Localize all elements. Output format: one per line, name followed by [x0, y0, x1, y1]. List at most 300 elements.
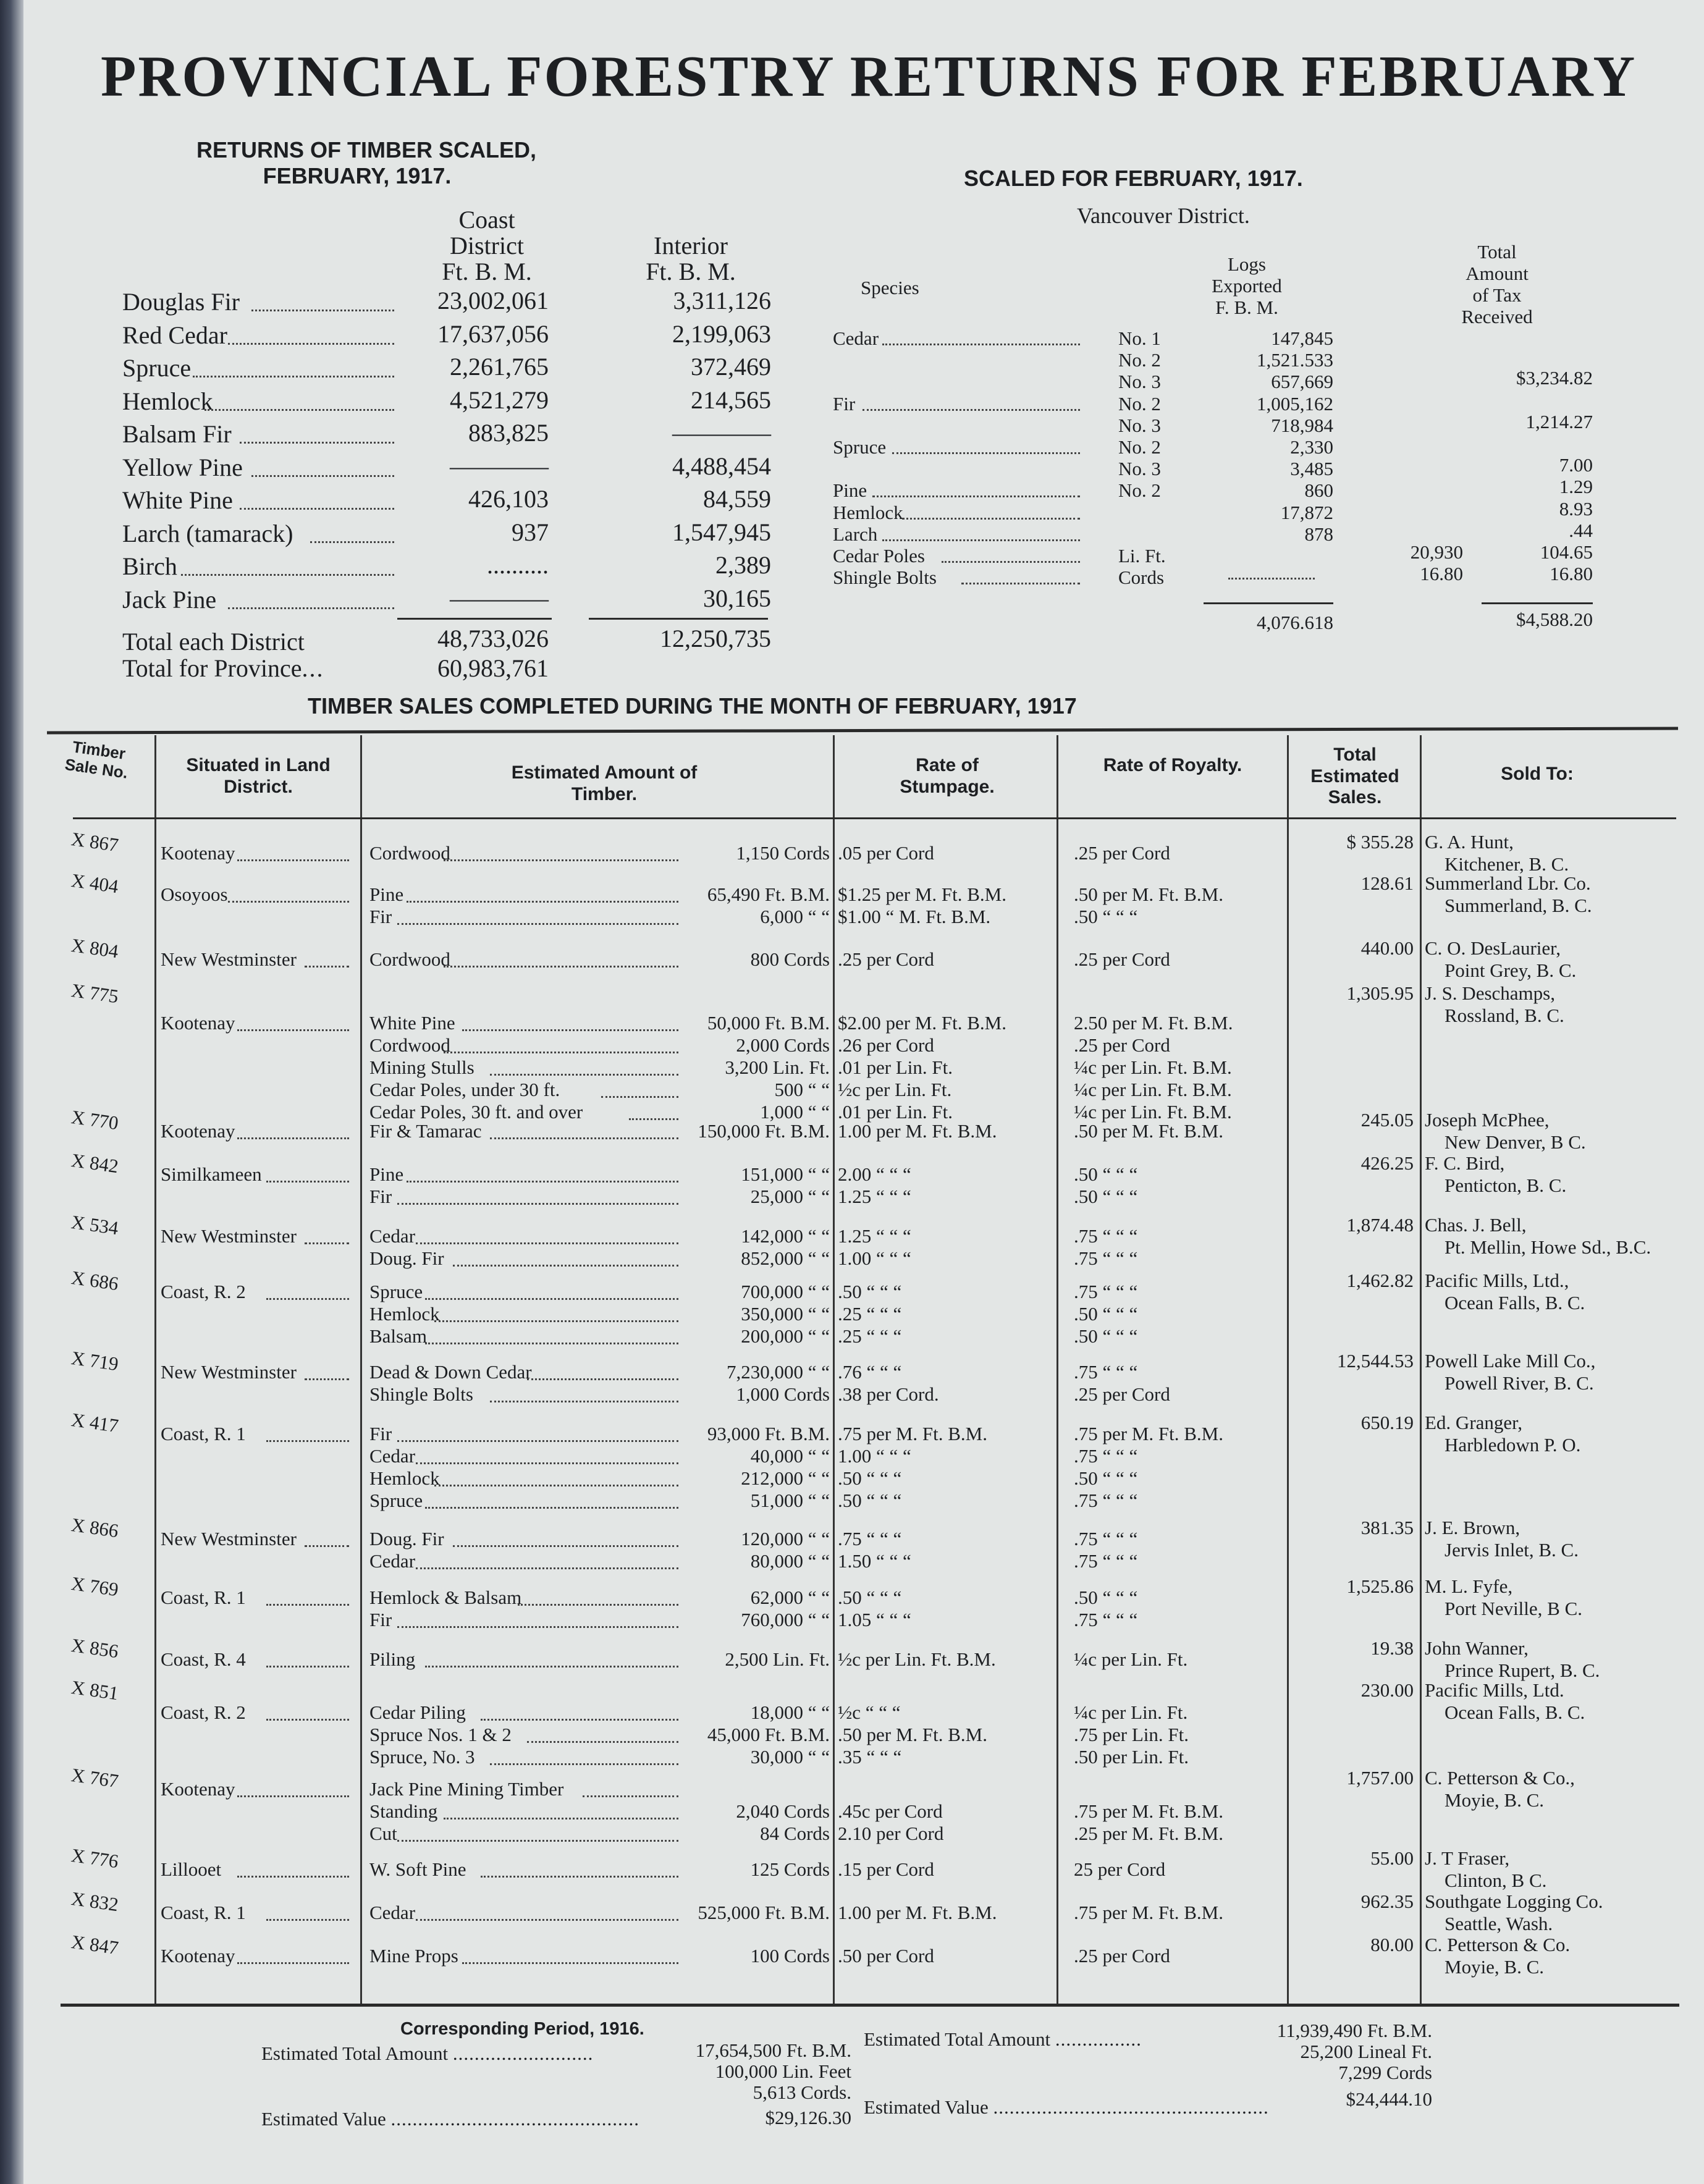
sale-district: Kootenay — [161, 842, 235, 864]
sale-buyer-address: Jervis Inlet, B. C. — [1445, 1539, 1579, 1561]
header-sale-no: Timber Sale No. — [64, 737, 129, 782]
sale-item: Doug. Fir — [369, 1247, 444, 1269]
sale-district: Kootenay — [161, 1778, 235, 1800]
sale-royalty: .75 “ “ “ — [1074, 1225, 1138, 1247]
right-value-text: Estimated Value — [864, 2096, 989, 2118]
sale-district: New Westminster — [161, 1225, 297, 1247]
district-leader — [237, 1029, 349, 1031]
sale-total: 1,305.95 — [1346, 982, 1414, 1004]
sale-buyer: C. Petterson & Co. — [1425, 1934, 1571, 1955]
sale-amount: 30,000 “ “ — [750, 1746, 830, 1768]
sale-buyer-address: Rossland, B. C. — [1445, 1005, 1564, 1026]
sale-royalty: .50 “ “ “ — [1074, 906, 1138, 927]
sale-amount: 2,000 Cords — [736, 1034, 830, 1056]
sale-district: Coast, R. 1 — [161, 1587, 246, 1608]
sale-number: X 842 — [70, 1149, 120, 1178]
sale-buyer: Joseph McPhee, — [1425, 1109, 1550, 1131]
book-spine — [0, 0, 23, 2184]
sale-item: Cedar Poles, 30 ft. and over — [369, 1101, 583, 1123]
header-stumpage: Rate of Stumpage. — [900, 755, 995, 797]
returns-leader — [228, 343, 394, 345]
sale-item: Hemlock & Balsam — [369, 1587, 522, 1608]
sale-amount: 151,000 “ “ — [741, 1163, 830, 1185]
scaled-species: Pine — [833, 479, 867, 502]
column-divider — [1057, 735, 1058, 2005]
scaled-total-logs: 4,076.618 — [1257, 612, 1333, 633]
sale-buyer-address: Clinton, B C. — [1445, 1870, 1547, 1891]
district-leader — [228, 901, 350, 903]
scaled-logs: 1,521.533 — [1257, 349, 1333, 371]
right-amounts — [1173, 2020, 1432, 2083]
sale-number: X 769 — [70, 1572, 120, 1601]
sale-buyer: Southgate Logging Co. — [1425, 1891, 1603, 1912]
returns-leader — [251, 310, 394, 311]
sale-amount: 700,000 “ “ — [741, 1281, 830, 1302]
sale-number: X 804 — [70, 934, 120, 963]
left-amount-text: Estimated Total Amount — [261, 2043, 449, 2064]
returns-leader — [310, 541, 394, 543]
sale-total: 80.00 — [1370, 1934, 1414, 1955]
coast-column-header — [394, 207, 580, 285]
scaled-species: Shingle Bolts — [833, 567, 937, 589]
sale-royalty: .50 “ “ “ — [1074, 1587, 1138, 1608]
sale-item: Hemlock — [369, 1467, 440, 1489]
corresponding-period: Corresponding Period, 1916. — [400, 2019, 644, 2039]
returns-species: Spruce — [122, 354, 192, 382]
species-header: Species — [861, 277, 919, 298]
sale-buyer-address: Pt. Mellin, Howe Sd., B.C. — [1445, 1236, 1651, 1258]
returns-heading-2: FEBRUARY, 1917. — [263, 163, 452, 188]
sale-royalty: .50 “ “ “ — [1074, 1325, 1138, 1347]
sale-district: Osoyoos — [161, 883, 228, 905]
item-leader — [397, 1626, 678, 1628]
sale-stumpage: ½c “ “ “ — [838, 1701, 901, 1723]
returns-species: Birch — [122, 552, 177, 580]
returns-species: White Pine — [122, 486, 233, 514]
scaled-logs: 17,872 — [1280, 501, 1333, 523]
sale-stumpage: 1.50 “ “ “ — [838, 1550, 911, 1572]
scaled-logs: 147,845 — [1271, 327, 1333, 349]
sale-item: Cedar — [369, 1445, 416, 1467]
sale-district: Kootenay — [161, 1120, 235, 1142]
sale-stumpage: .25 “ “ “ — [838, 1325, 902, 1347]
scaled-grade: No. 1 — [1118, 327, 1161, 349]
page-title: PROVINCIAL FORESTRY RETURNS FOR FEBRUARY — [101, 44, 1637, 109]
scaled-leader — [872, 495, 1080, 497]
scaled-tax: 16.80 — [1550, 563, 1593, 585]
sale-buyer-address: Prince Rupert, B. C. — [1445, 1659, 1600, 1681]
scaled-tax: 104.65 — [1540, 541, 1593, 563]
scaled-species: Cedar Poles — [833, 545, 925, 567]
scaled-tax: $3,234.82 — [1516, 367, 1593, 389]
tax-header — [1435, 241, 1559, 327]
sale-royalty: .75 “ “ “ — [1074, 1609, 1138, 1630]
scaled-leader — [1228, 578, 1315, 580]
sale-stumpage: ½c per Lin. Ft. — [838, 1079, 952, 1100]
sales-bottom-rule — [61, 2004, 1679, 2007]
sale-item: Spruce — [369, 1281, 423, 1302]
total-district-label: Total each District — [122, 628, 305, 656]
scaled-species: Fir — [833, 392, 856, 415]
sale-buyer-address: Kitchener, B. C. — [1445, 853, 1569, 875]
district-leader — [237, 1137, 349, 1139]
returns-coast-value: 2,261,765 — [450, 353, 549, 381]
scaled-extra: 20,930 — [1410, 541, 1463, 563]
sale-district: New Westminster — [161, 1361, 297, 1383]
returns-coast-value: 883,825 — [468, 419, 549, 447]
item-leader — [416, 1919, 678, 1921]
sale-total: 12,544.53 — [1337, 1350, 1414, 1372]
header-sold-to: Sold To: — [1501, 764, 1574, 784]
scaled-extra: 16.80 — [1420, 563, 1463, 585]
item-leader — [416, 1242, 678, 1244]
sale-district: Coast, R. 2 — [161, 1701, 246, 1723]
sale-number: X 534 — [70, 1211, 120, 1239]
scaled-leader — [961, 583, 1080, 584]
sale-item: W. Soft Pine — [369, 1858, 466, 1880]
sale-royalty: .25 per Cord — [1074, 1383, 1170, 1405]
sale-total: 440.00 — [1360, 937, 1414, 959]
scaled-grade: No. 3 — [1118, 458, 1161, 480]
sale-stumpage: 1.05 “ “ “ — [838, 1609, 911, 1630]
sale-buyer-address: Ocean Falls, B. C. — [1445, 1292, 1585, 1313]
sale-total: 19.38 — [1370, 1637, 1414, 1659]
item-leader — [407, 1181, 678, 1183]
coast-header-line: District — [450, 232, 524, 259]
sale-stumpage: 2.00 “ “ “ — [838, 1163, 911, 1185]
sale-stumpage: .50 “ “ “ — [838, 1587, 902, 1608]
sale-amount: 6,000 “ “ — [760, 906, 830, 927]
sale-item: Pine — [369, 883, 404, 905]
left-amount-line: 5,613 Cords. — [753, 2081, 851, 2103]
item-leader — [425, 1343, 678, 1344]
right-amount-line: 11,939,490 Ft. B.M. — [1276, 2020, 1432, 2041]
interior-header-line: Ft. B. M. — [646, 258, 736, 285]
returns-species: Larch (tamarack) — [122, 519, 293, 547]
sale-royalty: .50 “ “ “ — [1074, 1163, 1138, 1185]
sale-royalty: .75 “ “ “ — [1074, 1361, 1138, 1383]
right-amount-text: Estimated Total Amount — [864, 2028, 1051, 2050]
sale-item: Standing — [369, 1800, 438, 1822]
scaled-species: Spruce — [833, 436, 887, 458]
sale-amount: 2,500 Lin. Ft. — [725, 1648, 830, 1670]
right-value-label: Estimated Value ................................................... — [864, 2096, 1269, 2118]
item-leader — [425, 1507, 678, 1509]
scaled-logs: 1,005,162 — [1257, 392, 1333, 415]
returns-species: Balsam Fir — [122, 420, 232, 448]
logs-header-line: Exported — [1212, 275, 1282, 297]
scaled-grade: Li. Ft. — [1118, 545, 1166, 567]
scaled-species: Larch — [833, 523, 878, 545]
sale-district: Similkameen — [161, 1163, 262, 1185]
total-rule-interior — [589, 618, 768, 620]
sale-royalty: .75 “ “ “ — [1074, 1490, 1138, 1511]
scaled-species: Hemlock — [833, 501, 903, 523]
sale-stumpage: .76 “ “ “ — [838, 1361, 902, 1383]
district-leader — [266, 1919, 350, 1921]
sale-item: Fir & Tamarac — [369, 1120, 482, 1142]
scaled-logs: 2,330 — [1290, 436, 1333, 458]
sales-heading: TIMBER SALES COMPLETED DURING THE MONTH OF FEBRUARY, 1917 — [308, 693, 1077, 719]
sale-number: X 856 — [70, 1634, 120, 1663]
total-province-value: 60,983,761 — [437, 654, 549, 682]
sale-royalty: .75 per Lin. Ft. — [1074, 1724, 1189, 1745]
returns-leader — [205, 409, 394, 411]
returns-interior-value: 30,165 — [703, 584, 771, 612]
sale-stumpage: .50 “ “ “ — [838, 1281, 902, 1302]
scaled-leader — [942, 561, 1080, 563]
scaled-grade: No. 3 — [1118, 414, 1161, 436]
scaled-leader — [863, 409, 1080, 411]
scaled-total-rule-tax — [1482, 602, 1593, 604]
scaled-leader — [882, 344, 1080, 345]
returns-coast-value: 937 — [512, 518, 549, 546]
sale-district: Kootenay — [161, 1012, 235, 1034]
sale-buyer: Pacific Mills, Ltd., — [1425, 1270, 1569, 1291]
sale-total: 128.61 — [1360, 872, 1414, 894]
sale-royalty: ¼c per Lin. Ft. B.M. — [1074, 1101, 1232, 1123]
scaled-tax: .44 — [1569, 519, 1593, 541]
sale-total: 230.00 — [1360, 1679, 1414, 1701]
sale-number: X 767 — [70, 1764, 120, 1792]
sale-total: 381.35 — [1360, 1517, 1414, 1538]
sale-amount: 800 Cords — [750, 948, 830, 970]
sale-amount: 125 Cords — [750, 1858, 830, 1880]
sale-item: Fir — [369, 1423, 392, 1444]
sale-item: Dead & Down Cedar — [369, 1361, 532, 1383]
sale-number: X 770 — [70, 1106, 120, 1134]
total-district-coast: 48,733,026 — [437, 625, 549, 652]
scaled-tax: 1,214.27 — [1525, 410, 1593, 432]
returns-interior-value: 4,488,454 — [672, 452, 771, 480]
district-leader — [266, 1604, 350, 1606]
sale-number: X 404 — [70, 869, 120, 898]
tax-header-line: Received — [1461, 306, 1533, 327]
sale-stumpage: .25 per Cord — [838, 948, 934, 970]
sale-number: X 417 — [70, 1409, 120, 1437]
sale-amount: 350,000 “ “ — [741, 1303, 830, 1325]
sale-amount: 2,040 Cords — [736, 1800, 830, 1822]
sale-stumpage: .05 per Cord — [838, 842, 934, 864]
sale-number: X 867 — [70, 828, 120, 856]
item-leader — [397, 1840, 678, 1842]
right-amount-line: 25,200 Lineal Ft. — [1300, 2041, 1432, 2062]
sale-amount: 65,490 Ft. B.M. — [707, 883, 830, 905]
column-divider — [154, 735, 156, 2005]
sale-stumpage: .50 per M. Ft. B.M. — [838, 1724, 987, 1745]
interior-column-header — [604, 233, 777, 285]
returns-interior-value: 1,547,945 — [672, 518, 771, 546]
interior-header-line: Interior — [654, 232, 728, 259]
returns-coast-value: ———— — [450, 452, 549, 480]
sale-item: Balsam — [369, 1325, 427, 1347]
sale-royalty: .50 per M. Ft. B.M. — [1074, 883, 1223, 905]
sale-total: 650.19 — [1360, 1412, 1414, 1433]
logs-header-line: F. B. M. — [1215, 297, 1278, 318]
sale-item: Cordwood — [369, 842, 450, 864]
scaled-heading: SCALED FOR FEBRUARY, 1917. — [964, 166, 1303, 191]
returns-coast-value: .......... — [487, 551, 549, 579]
sale-buyer-address: Moyie, B. C. — [1445, 1956, 1545, 1978]
sale-buyer-address: Moyie, B. C. — [1445, 1789, 1545, 1811]
sale-district: New Westminster — [161, 1528, 297, 1549]
column-divider — [1287, 735, 1289, 2005]
sale-total: 1,525.86 — [1346, 1575, 1414, 1597]
item-leader — [416, 1567, 678, 1569]
sale-stumpage: 1.00 per M. Ft. B.M. — [838, 1120, 997, 1142]
sale-number: X 847 — [70, 1931, 120, 1959]
sale-buyer: Chas. J. Bell, — [1425, 1214, 1527, 1236]
sale-total: 1,874.48 — [1346, 1214, 1414, 1236]
sale-district: Kootenay — [161, 1945, 235, 1967]
sale-buyer: J. E. Brown, — [1425, 1517, 1521, 1538]
sale-stumpage: .75 “ “ “ — [838, 1528, 902, 1549]
left-amount-line: 17,654,500 Ft. B.M. — [695, 2039, 851, 2061]
sale-stumpage: .38 per Cord. — [838, 1383, 939, 1405]
returns-coast-value: ———— — [450, 584, 549, 612]
sale-stumpage: .50 “ “ “ — [838, 1490, 902, 1511]
district-leader — [237, 1876, 349, 1878]
scaled-leader — [882, 539, 1080, 541]
scaled-logs: 657,669 — [1271, 371, 1333, 393]
sale-royalty: .25 per Cord — [1074, 1034, 1170, 1056]
sale-royalty: .50 “ “ “ — [1074, 1186, 1138, 1207]
sale-item: Mine Props — [369, 1945, 458, 1967]
sale-item: Piling — [369, 1648, 416, 1670]
header-total: Total Estimated Sales. — [1310, 744, 1399, 807]
sale-buyer-address: New Denver, B C. — [1445, 1131, 1586, 1153]
sale-buyer: C. Petterson & Co., — [1425, 1767, 1575, 1789]
returns-species: Jack Pine — [122, 585, 217, 613]
sale-buyer: J. T Fraser, — [1425, 1847, 1510, 1869]
tax-header-line: Amount — [1466, 263, 1529, 284]
sale-buyer: Pacific Mills, Ltd. — [1425, 1679, 1564, 1701]
right-amount-line: 7,299 Cords — [1338, 2062, 1432, 2083]
sale-royalty: .25 per Cord — [1074, 842, 1170, 864]
sale-item: Fir — [369, 1609, 392, 1630]
sale-item: Fir — [369, 1186, 392, 1207]
sales-top-rule — [47, 727, 1678, 735]
sale-stumpage: .15 per Cord — [838, 1858, 934, 1880]
sale-number: X 775 — [70, 979, 120, 1008]
returns-interior-value: 3,311,126 — [673, 287, 771, 314]
scaled-grade: No. 2 — [1118, 392, 1161, 415]
sale-stumpage: ½c per Lin. Ft. B.M. — [838, 1648, 996, 1670]
left-value-text: Estimated Value — [261, 2108, 386, 2130]
sale-stumpage: .01 per Lin. Ft. — [838, 1056, 953, 1078]
district-leader — [237, 1795, 349, 1797]
logs-header — [1185, 253, 1309, 318]
district-leader — [266, 1666, 350, 1668]
scaled-logs: 718,984 — [1271, 414, 1333, 436]
item-leader — [425, 1666, 678, 1668]
sale-buyer: C. O. DesLaurier, — [1425, 937, 1561, 959]
district-leader — [237, 1962, 349, 1964]
sale-royalty: 25 per Cord — [1074, 1858, 1166, 1880]
sale-stumpage: $1.25 per M. Ft. B.M. — [838, 883, 1006, 905]
sale-royalty: .25 per Cord — [1074, 948, 1170, 970]
sale-total: 1,462.82 — [1346, 1270, 1414, 1291]
sale-amount: 45,000 Ft. B.M. — [707, 1724, 830, 1745]
sale-stumpage: .25 “ “ “ — [838, 1303, 902, 1325]
sale-total: 962.35 — [1360, 1891, 1414, 1912]
sale-buyer-address: Seattle, Wash. — [1445, 1913, 1553, 1934]
district-leader — [305, 1378, 350, 1380]
sale-royalty: .75 “ “ “ — [1074, 1445, 1138, 1467]
district-leader — [266, 1298, 350, 1300]
returns-species: Red Cedar — [122, 321, 227, 349]
sale-amount: 852,000 “ “ — [741, 1247, 830, 1269]
sale-item: Hemlock — [369, 1303, 440, 1325]
sale-item: Cedar Piling — [369, 1701, 466, 1723]
district-leader — [305, 1242, 350, 1244]
returns-species: Douglas Fir — [122, 288, 240, 316]
sale-buyer: Powell Lake Mill Co., — [1425, 1350, 1596, 1372]
scaled-leader — [892, 452, 1080, 454]
returns-leader — [228, 607, 394, 609]
left-value-label: Estimated Value .............................................. — [261, 2108, 639, 2130]
sale-item: Spruce — [369, 1490, 423, 1511]
returns-heading-1: RETURNS OF TIMBER SCALED, — [196, 137, 537, 162]
sale-amount: 62,000 “ “ — [750, 1587, 830, 1608]
sale-amount: 760,000 “ “ — [741, 1609, 830, 1630]
scaled-grade: No. 2 — [1118, 349, 1161, 371]
column-divider — [1420, 735, 1422, 2005]
sale-amount: 7,230,000 “ “ — [726, 1361, 830, 1383]
total-province-label: Total for Province... — [122, 654, 324, 682]
item-leader — [397, 1440, 678, 1442]
sale-number: X 832 — [70, 1887, 120, 1916]
sale-amount: 1,000 Cords — [736, 1383, 830, 1405]
sale-item: Spruce, No. 3 — [369, 1746, 475, 1768]
sale-number: X 686 — [70, 1267, 120, 1295]
left-amount-label: Estimated Total Amount .......................... — [261, 2043, 594, 2064]
coast-header-line: Ft. B. M. — [442, 258, 532, 285]
total-district-interior: 12,250,735 — [660, 625, 771, 652]
sale-item: Cordwood — [369, 1034, 450, 1056]
sale-number: X 851 — [70, 1676, 120, 1705]
sale-buyer-address: Point Grey, B. C. — [1445, 959, 1577, 981]
header-royalty: Rate of Royalty. — [1103, 755, 1242, 775]
sale-item: Doug. Fir — [369, 1528, 444, 1549]
column-divider — [833, 735, 835, 2005]
returns-interior-value: 372,469 — [691, 353, 771, 381]
scaled-logs: 3,485 — [1290, 458, 1333, 480]
sale-royalty: .75 “ “ “ — [1074, 1247, 1138, 1269]
district-leader — [305, 1545, 350, 1547]
sale-stumpage: 1.00 “ “ “ — [838, 1445, 911, 1467]
sale-buyer-address: Summerland, B. C. — [1445, 895, 1592, 916]
sale-royalty: ¼c per Lin. Ft. B.M. — [1074, 1079, 1232, 1100]
tax-header-line: of Tax — [1472, 284, 1522, 306]
sale-item: Jack Pine Mining Timber — [369, 1778, 564, 1800]
sale-buyer: J. S. Deschamps, — [1425, 982, 1555, 1004]
sale-royalty: ¼c per Lin. Ft. — [1074, 1701, 1188, 1723]
item-leader — [397, 1203, 678, 1205]
sale-buyer: F. C. Bird, — [1425, 1152, 1505, 1174]
header-underline — [73, 817, 1676, 819]
sale-item: Cedar — [369, 1225, 416, 1247]
sale-item: Fir — [369, 906, 392, 927]
returns-leader — [251, 475, 394, 477]
sale-amount: 100 Cords — [750, 1945, 830, 1967]
sale-amount: 25,000 “ “ — [750, 1186, 830, 1207]
sale-buyer: John Wanner, — [1425, 1637, 1529, 1659]
sale-royalty: .75 per M. Ft. B.M. — [1074, 1423, 1223, 1444]
sale-total: 1,757.00 — [1346, 1767, 1414, 1789]
returns-interior-value: ———— — [672, 419, 771, 447]
sale-item: Spruce Nos. 1 & 2 — [369, 1724, 512, 1745]
